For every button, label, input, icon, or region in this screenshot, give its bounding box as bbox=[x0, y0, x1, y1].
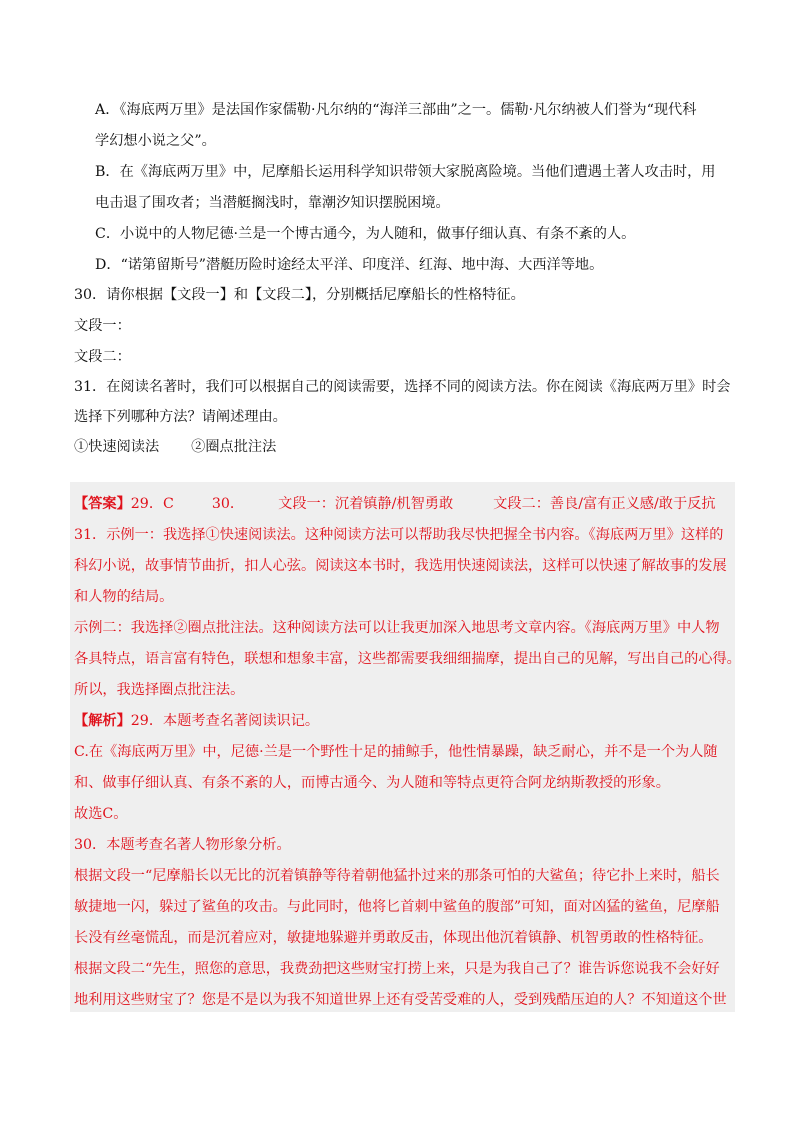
option-b-line2: 电击退了围攻者；当潜艇搁浅时，靠潮汐知识摆脱困境。 bbox=[95, 195, 450, 211]
option-b-line1: B．在《海底两万里》中，尼摩船长运用科学知识带领大家脱离险境。当他们遭遇土著人攻击时，用 bbox=[95, 164, 716, 180]
analysis-29-heading bbox=[74, 711, 734, 731]
analysis-tag: 【解析】 bbox=[74, 713, 131, 729]
question-31-options bbox=[74, 437, 734, 457]
analysis-29-line2: 和、做事仔细认真、有条不紊的人，而博古通今、为人随和等特点更符合阿龙纳斯教授的形象。 bbox=[74, 775, 670, 791]
option-d: D．“诺第留斯号”潜艇历险时途经太平洋、印度洋、红海、地中海、大西洋等地。 bbox=[95, 257, 604, 273]
answer-30-number: 30． bbox=[211, 496, 245, 512]
analysis-29-line1: C.在《海底两万里》中，尼德·兰是一个野性十足的捕鲸手，他性情暴躁，缺乏耐心，并不是一个为人随 bbox=[74, 744, 718, 760]
example-2-line3: 所以，我选择圈点批注法。 bbox=[74, 682, 245, 698]
option-a-line2: 学幻想小说之父”。 bbox=[95, 133, 216, 149]
analysis-30-line2: 敏捷地一闪，躲过了鲨鱼的攻击。与此同时，他将匕首刺中鲨鱼的腹部”可知，面对凶猛的鲨鱼，尼摩船 bbox=[74, 899, 720, 915]
answer-30-part2: 文段二：善良/富有正义感/敢于反抗 bbox=[493, 496, 716, 512]
question-30-blank-1: 文段一： bbox=[74, 318, 131, 334]
option-annotation-reading: ②圈点批注法 bbox=[191, 439, 277, 455]
example-1-line2: 科幻小说，故事情节曲折，扣人心弦。阅读这本书时，我选用快速阅读法，这样可以快速了解故事的发展 bbox=[74, 558, 727, 574]
analysis-30-line4: 根据文段二“先生，照您的意思，我费劲把这些财宝打捞上来，只是为我自己了？谁告诉您说我不会好好 bbox=[74, 961, 720, 977]
example-2-line2: 各具特点，语言富有特色，联想和想象丰富，这些都需要我细细揣摩，提出自己的见解，写出自己的心得。 bbox=[74, 651, 741, 667]
question-31-line2: 选择下列哪种方法？请阐述理由。 bbox=[74, 409, 287, 425]
analysis-30-line5: 地利用这些财宝了？您是不是以为我不知道世界上还有受苦受难的人，受到残酷压迫的人？不知道这个世 bbox=[74, 992, 727, 1008]
analysis-29-head: 29．本题考查名著阅读识记。 bbox=[130, 713, 320, 729]
option-a-line1: A．《海底两万里》是法国作家儒勒·凡尔纳的“海洋三部曲”之一。儒勒·凡尔纳被人们誉为“现代科 bbox=[95, 102, 697, 118]
question-30-blank-2: 文段二： bbox=[74, 349, 131, 365]
analysis-30-line3: 长没有丝毫慌乱，而是沉着应对，敏捷地躲避并勇敢反击，体现出他沉着镇静、机智勇敢的性格特征。 bbox=[74, 930, 713, 946]
option-fast-reading: ①快速阅读法 bbox=[74, 439, 160, 455]
analysis-30-line1: 根据文段一“尼摩船长以无比的沉着镇静等待着朝他猛扑过来的那条可怕的大鲨鱼；待它扑上来时，船长 bbox=[74, 868, 720, 884]
example-1-line3: 和人物的结局。 bbox=[74, 589, 174, 605]
answer-summary-line bbox=[74, 494, 734, 514]
option-c: C．小说中的人物尼德·兰是一个博古通今，为人随和，做事仔细认真、有条不紊的人。 bbox=[95, 226, 636, 242]
example-2-line1: 示例二：我选择②圈点批注法。这种阅读方法可以让我更加深入地思考文章内容。《海底两万里》中人物 bbox=[74, 620, 720, 636]
answer-29: 29．C bbox=[130, 496, 174, 512]
analysis-29-line3: 故选C。 bbox=[74, 806, 128, 822]
answer-30-part1: 文段一：沉着镇静/机智勇敢 bbox=[278, 496, 454, 512]
example-1-line1: 31．示例一：我选择①快速阅读法。这种阅读方法可以帮助我尽快把握全书内容。《海底两万里》这样的 bbox=[74, 527, 724, 543]
answer-tag: 【答案】 bbox=[74, 496, 131, 512]
analysis-30-heading: 30．本题考查名著人物形象分析。 bbox=[74, 837, 291, 853]
question-30: 30．请你根据【文段一】和【文段二】，分别概括尼摩船长的性格特征。 bbox=[74, 287, 525, 303]
question-31-line1: 31．在阅读名著时，我们可以根据自己的阅读需要，选择不同的阅读方法。你在阅读《海底两万里》时会 bbox=[74, 379, 731, 395]
